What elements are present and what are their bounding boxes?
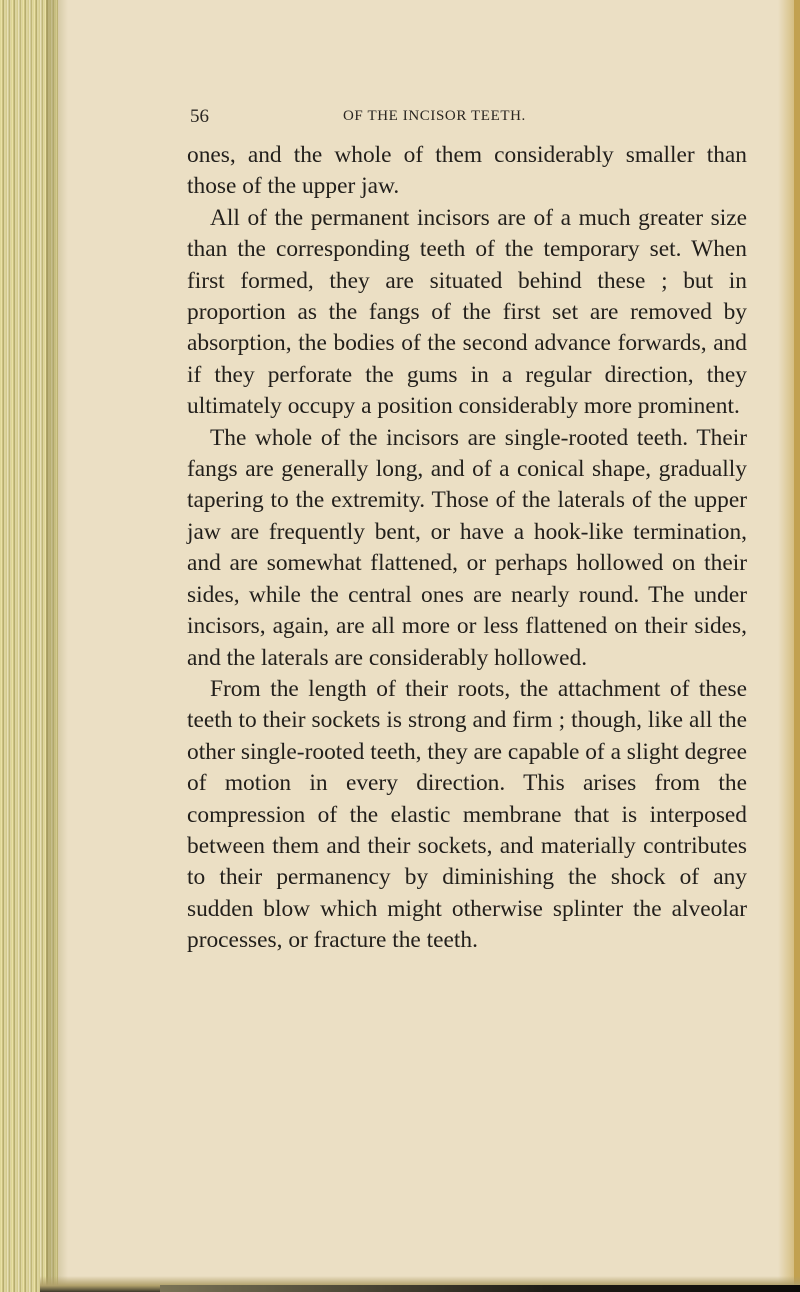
paragraph-1: ones, and the whole of them considerably smaller than those of the upper jaw.: [187, 142, 747, 200]
running-head: OF THE INCISOR TEETH.: [343, 108, 526, 124]
page-number: 56: [190, 106, 209, 127]
paragraph-3: The whole of the incisors are single-rooted teeth. Their fangs are generally long, and of a conical shape, gradually tapering to the extremity. Those of the laterals of the upper jaw are frequently bent, or have a hook-like termination, and are somewhat flattened, or perhaps hollowed on their sides, while the central ones are nearly round. The under incisors, again, are all more or less flattened on their sides, and the laterals are considerably hollowed.: [187, 424, 747, 671]
bottom-shadow: [160, 1285, 800, 1292]
body-text: [187, 140, 747, 957]
page-header: [190, 106, 750, 136]
paragraph-4: From the length of their roots, the attachment of these teeth to their sockets is strong and firm ; though, like all the other single-rooted teeth, they are capable of a slight degree of motion in every direction. This arises from the compression of the elastic membrane that is interposed between them and their sockets, and materially contributes to their permanency by diminishing the shock of any sudden blow which might otherwise splinter the alveolar processes, or fracture the teeth.: [187, 675, 747, 954]
paragraph-2: All of the permanent incisors are of a much greater size than the corresponding teeth of the temporary set. When first formed, they are situated behind these ; but in proportion as the fangs of the first set are removed by absorption, the bodies of the second advance forwards, and if they perforate the gums in a regular direction, they ultimately occupy a position considerably more prominent.: [187, 204, 747, 420]
gutter-shadow: [46, 0, 68, 1292]
right-page-strip: [794, 0, 800, 1292]
